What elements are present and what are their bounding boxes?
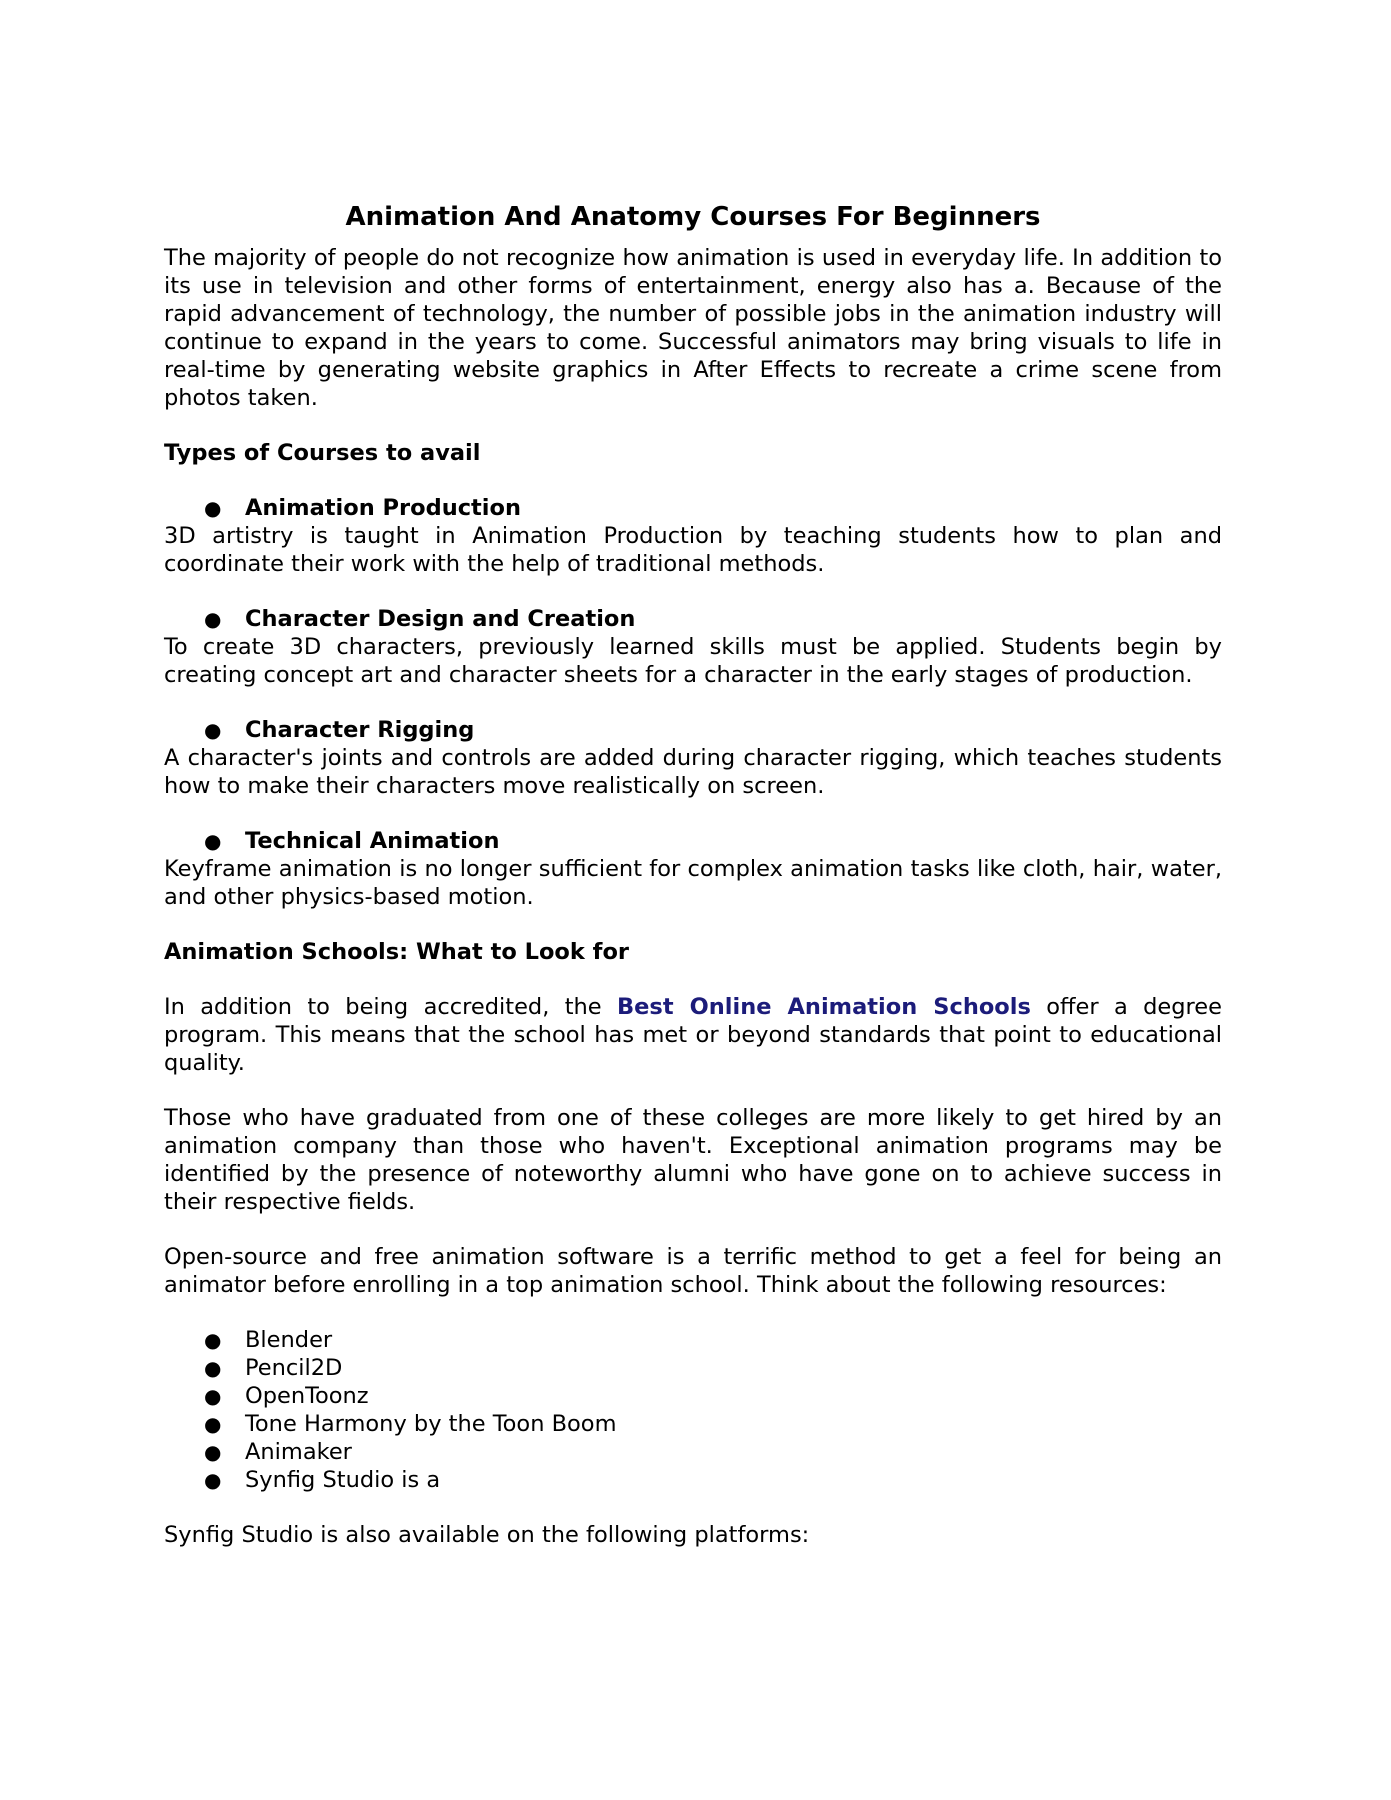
schools-paragraph-start: In addition to being accredited, the	[164, 994, 618, 1020]
course-description: Keyframe animation is no longer sufficient for complex animation tasks like cloth, hair, water, and other physics-based motion.	[164, 856, 1222, 910]
alumni-paragraph: Those who have graduated from one of these colleges are more likely to get hired by an animation company than those who haven't. Exceptional animation programs may be identified by the presence of noteworthy alumni who have gone on to achieve success in their respective fields.	[164, 1105, 1222, 1215]
list-item	[164, 1410, 1222, 1438]
bullet-icon: ●	[204, 607, 222, 631]
bullet-icon: ●	[204, 1328, 222, 1352]
list-item-label: Pencil2D	[245, 1355, 343, 1381]
courses-heading: Types of Courses to avail	[164, 440, 481, 466]
platforms-line: Synfig Studio is also available on the following platforms:	[164, 1522, 810, 1548]
course-description: To create 3D characters, previously learned skills must be applied. Students begin by creating concept art and character sheets for a character in the early stages of production.	[164, 634, 1222, 688]
list-item-label: Synfig Studio is a	[245, 1467, 441, 1493]
list-item-label: Animaker	[245, 1439, 352, 1465]
list-item	[164, 1354, 1222, 1382]
software-paragraph: Open-source and free animation software is a terrific method to get a feel for being an animator before enrolling in a top animation school. Think about the following resources:	[164, 1244, 1222, 1298]
course-title: Animation Production	[245, 495, 521, 521]
list-item-label: Tone Harmony by the Toon Boom	[245, 1411, 617, 1437]
course-description: A character's joints and controls are added during character rigging, which teaches students how to make their characters move realistically on screen.	[164, 745, 1222, 799]
page-title: Animation And Anatomy Courses For Beginners	[345, 202, 1041, 232]
course-title: Technical Animation	[245, 828, 500, 854]
list-item	[164, 1466, 1222, 1494]
course-item	[164, 827, 1222, 855]
list-item-label: Blender	[245, 1327, 333, 1353]
bullet-icon: ●	[204, 1468, 222, 1492]
bullet-icon: ●	[204, 1384, 222, 1408]
bullet-icon: ●	[204, 1356, 222, 1380]
list-item-label: OpenToonz	[245, 1383, 369, 1409]
list-item	[164, 1382, 1222, 1410]
best-online-animation-schools-link[interactable]: Best Online Animation Schools	[617, 994, 1031, 1020]
list-item	[164, 1438, 1222, 1466]
intro-paragraph: The majority of people do not recognize how animation is used in everyday life. In addition to its use in television and other forms of entertainment, energy also has a. Because of the rapid advancement of technology, the number of possible jobs in the animation industry will continue to expand in the years to come. Successful animators may bring visuals to life in real-time by generating website graphics in After Effects to recreate a crime scene from photos taken.	[164, 245, 1222, 411]
bullet-icon: ●	[204, 718, 222, 742]
course-item	[164, 716, 1222, 744]
bullet-icon: ●	[204, 1412, 222, 1436]
course-title: Character Rigging	[245, 717, 475, 743]
schools-heading: Animation Schools: What to Look for	[164, 939, 630, 965]
schools-paragraph	[164, 993, 1222, 1077]
schools-paragraph-end: offer a degree program. This means that the school has met or beyond standards that point to educational quality.	[164, 994, 1222, 1076]
course-description: 3D artistry is taught in Animation Production by teaching students how to plan and coordinate their work with the help of traditional methods.	[164, 523, 1222, 577]
document-page	[164, 200, 1222, 1549]
course-title: Character Design and Creation	[245, 606, 636, 632]
bullet-icon: ●	[204, 1440, 222, 1464]
course-item	[164, 605, 1222, 633]
list-item	[164, 1326, 1222, 1354]
resources-list	[164, 1326, 1222, 1494]
bullet-icon: ●	[204, 829, 222, 853]
bullet-icon: ●	[204, 496, 222, 520]
course-item	[164, 494, 1222, 522]
